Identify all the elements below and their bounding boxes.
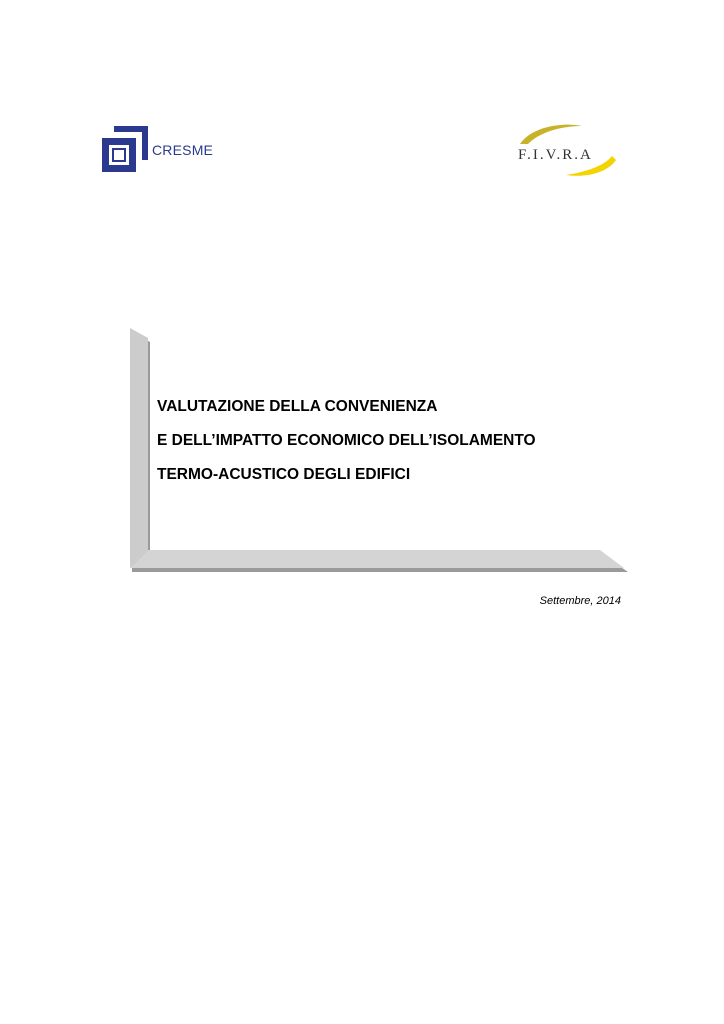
document-date: Settembre, 2014 (539, 595, 621, 607)
cresme-mark-icon (100, 124, 150, 174)
cresme-logo (100, 124, 220, 176)
cresme-wordmark: CRESME (152, 142, 214, 158)
fivra-wordmark: F.I.V.R.A (518, 147, 593, 163)
fivra-logo (512, 120, 628, 180)
title-line-2: E DELL’IMPATTO ECONOMICO DELL’ISOLAMENTO (157, 432, 536, 449)
title-line-1: VALUTAZIONE DELLA CONVENIENZA (157, 398, 438, 415)
title-line-3: TERMO-ACUSTICO DEGLI EDIFICI (157, 466, 411, 483)
document-title (157, 397, 637, 485)
